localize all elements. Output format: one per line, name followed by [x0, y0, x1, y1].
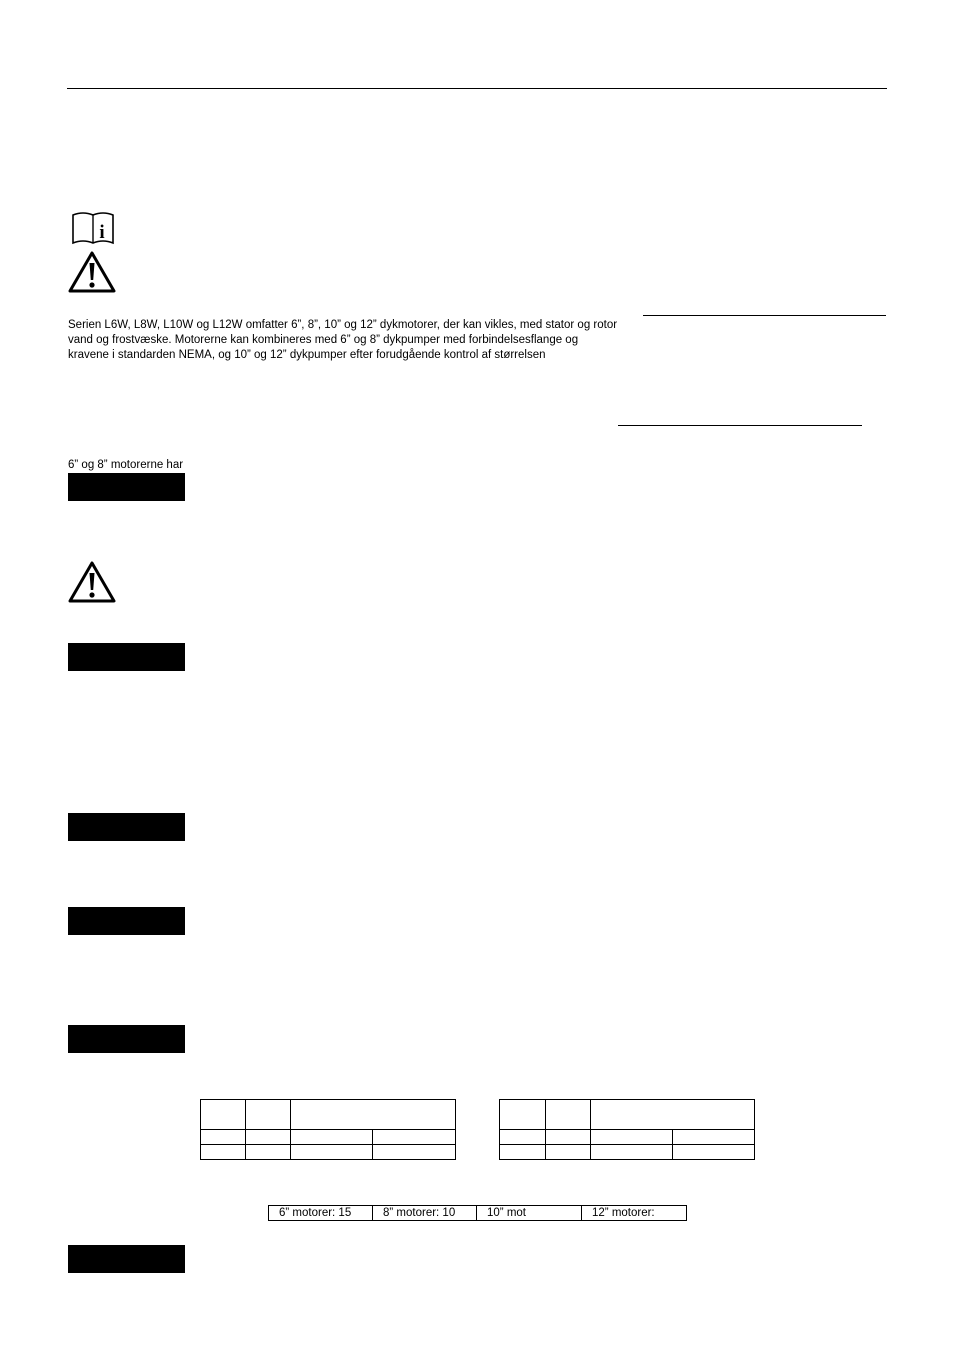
redacted-heading-bar — [68, 473, 185, 501]
header-rule — [67, 88, 887, 89]
motors-note: 6” og 8” motorerne har — [68, 459, 184, 471]
book-info-icon — [70, 210, 116, 246]
motor-table-cell: 12” motorer: — [582, 1206, 687, 1221]
intro-side-rule — [643, 315, 886, 316]
redacted-heading-bar — [68, 1245, 185, 1273]
motor-table-cell: 6” motorer: 15 — [269, 1206, 373, 1221]
redacted-heading-bar — [68, 643, 185, 671]
warning-triangle-icon — [67, 560, 117, 604]
redacted-heading-bar — [68, 1025, 185, 1053]
motor-size-table — [268, 1205, 687, 1221]
svg-text:i: i — [99, 222, 105, 243]
motor-table-cell: 10” mot — [477, 1206, 582, 1221]
warning-triangle-icon — [67, 250, 117, 294]
motor-table-cell: 8” motorer: 10 — [373, 1206, 477, 1221]
redacted-heading-bar — [68, 813, 185, 841]
intro-line-1: Serien L6W, L8W, L10W og L12W omfatter 6”, 8”, 10” og 12” dykmotorer, der kan vikles, med stator og rotor — [68, 319, 618, 331]
empty-table-left — [200, 1099, 456, 1160]
intro-line-2: vand og frostvæske. Motorerne kan kombineres med 6” og 8” dykpumper med forbindelsesflange og — [68, 334, 579, 346]
empty-table-right — [499, 1099, 755, 1160]
section-side-rule — [618, 425, 862, 426]
redacted-heading-bar — [68, 907, 185, 935]
intro-line-3: kravene i standarden NEMA, og 10” og 12” dykpumper efter forudgående kontrol af størrelsen — [68, 349, 546, 361]
